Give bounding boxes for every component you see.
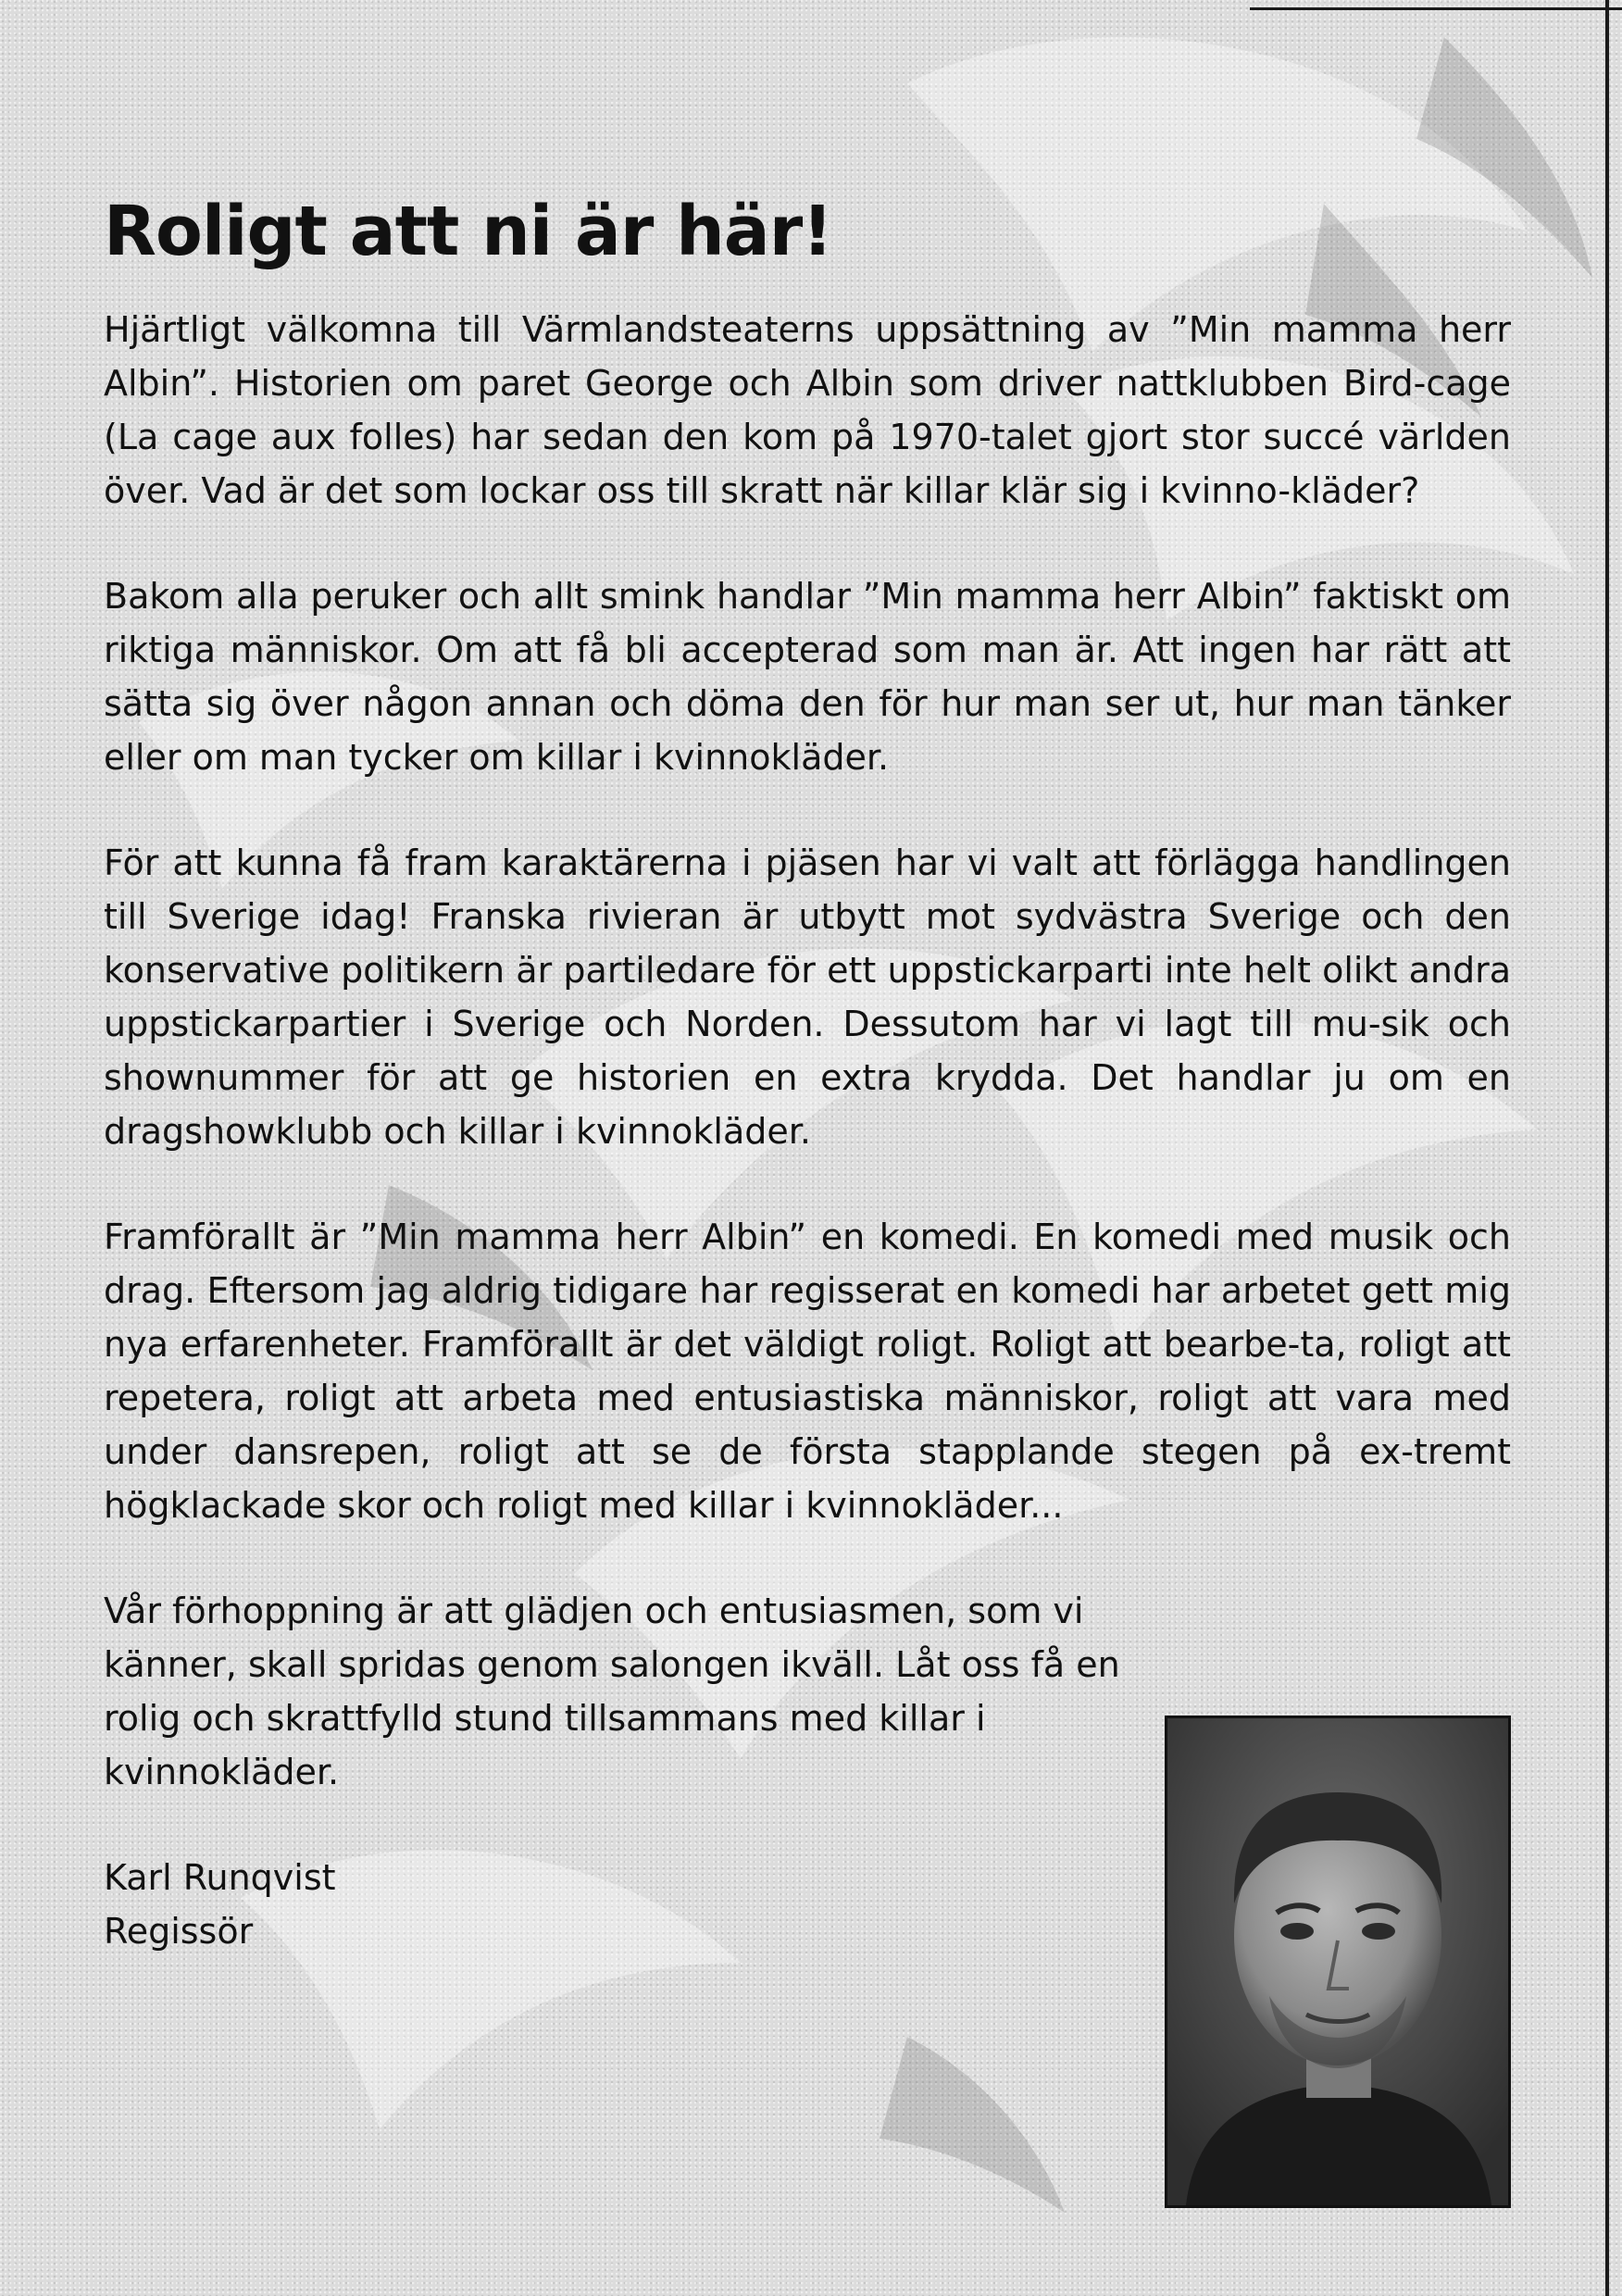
paragraph-setting: För att kunna få fram karaktärerna i pjäsen har vi valt att förlägga handlingen till Sverige idag! Franska rivieran är utbytt mot sydvästra Sverige och den konservative politikern är partiledare för ett uppstickarparti inte helt olikt andra uppstickarpartier i Sverige och Norden. Dessutom har vi lagt till mu-sik och shownummer för att ge historien en extra krydda. Det handlar ju om en dragshowklubb och killar i kvinnokläder. <box>104 842 1511 1153</box>
paragraph-closing: Vår förhoppning är att glädjen och entusiasmen, som vi känner, skall spridas genom salongen ikväll. Låt oss få en rolig och skrattfylld stund tillsammans med killar i kvinnokläder. <box>104 1591 1120 1793</box>
paragraph-acceptance: Bakom alla peruker och allt smink handlar ”Min mamma herr Albin” faktiskt om riktiga människor. Om att få bli accepterad som man är. Att ingen har rätt att sätta sig över någon annan och döma den för hur man ser ut, hur man tänker eller om man tycker om killar i kvinnokläder. <box>104 576 1511 779</box>
article <box>104 194 1511 1958</box>
paragraph-intro: Hjärtligt välkomna till Värmlandsteaterns uppsättning av ”Min mamma herr Albin”. Historien om paret George och Albin som driver nattklubben Bird-cage (La cage aux folles) har sedan den kom på 1970-talet gjort stor succé världen över. Vad är det som lockar oss till skratt när killar klär sig i kvinno-kläder? <box>104 309 1511 512</box>
signature-name: Karl Runqvist <box>104 1857 336 1899</box>
top-border-line <box>1250 7 1622 10</box>
signature-role: Regissör <box>104 1911 254 1953</box>
director-portrait-photo <box>1165 1716 1511 2208</box>
right-border-line <box>1605 0 1609 2296</box>
paragraph-comedy: Framförallt är ”Min mamma herr Albin” en komedi. En komedi med musik och drag. Eftersom jag aldrig tidigare har regisserat en komedi har arbetet gett mig nya erfarenheter. Framförallt är det väldigt roligt. Roligt att bearbe-ta, roligt att repetera, roligt att arbeta med entusiastiska människor, roligt att vara med under dansrepen, roligt att se de första stapplande stegen på ex-tremt högklackade skor och roligt med killar i kvinnokläder... <box>104 1217 1511 1527</box>
page-title: Roligt att ni är här! <box>104 192 832 271</box>
